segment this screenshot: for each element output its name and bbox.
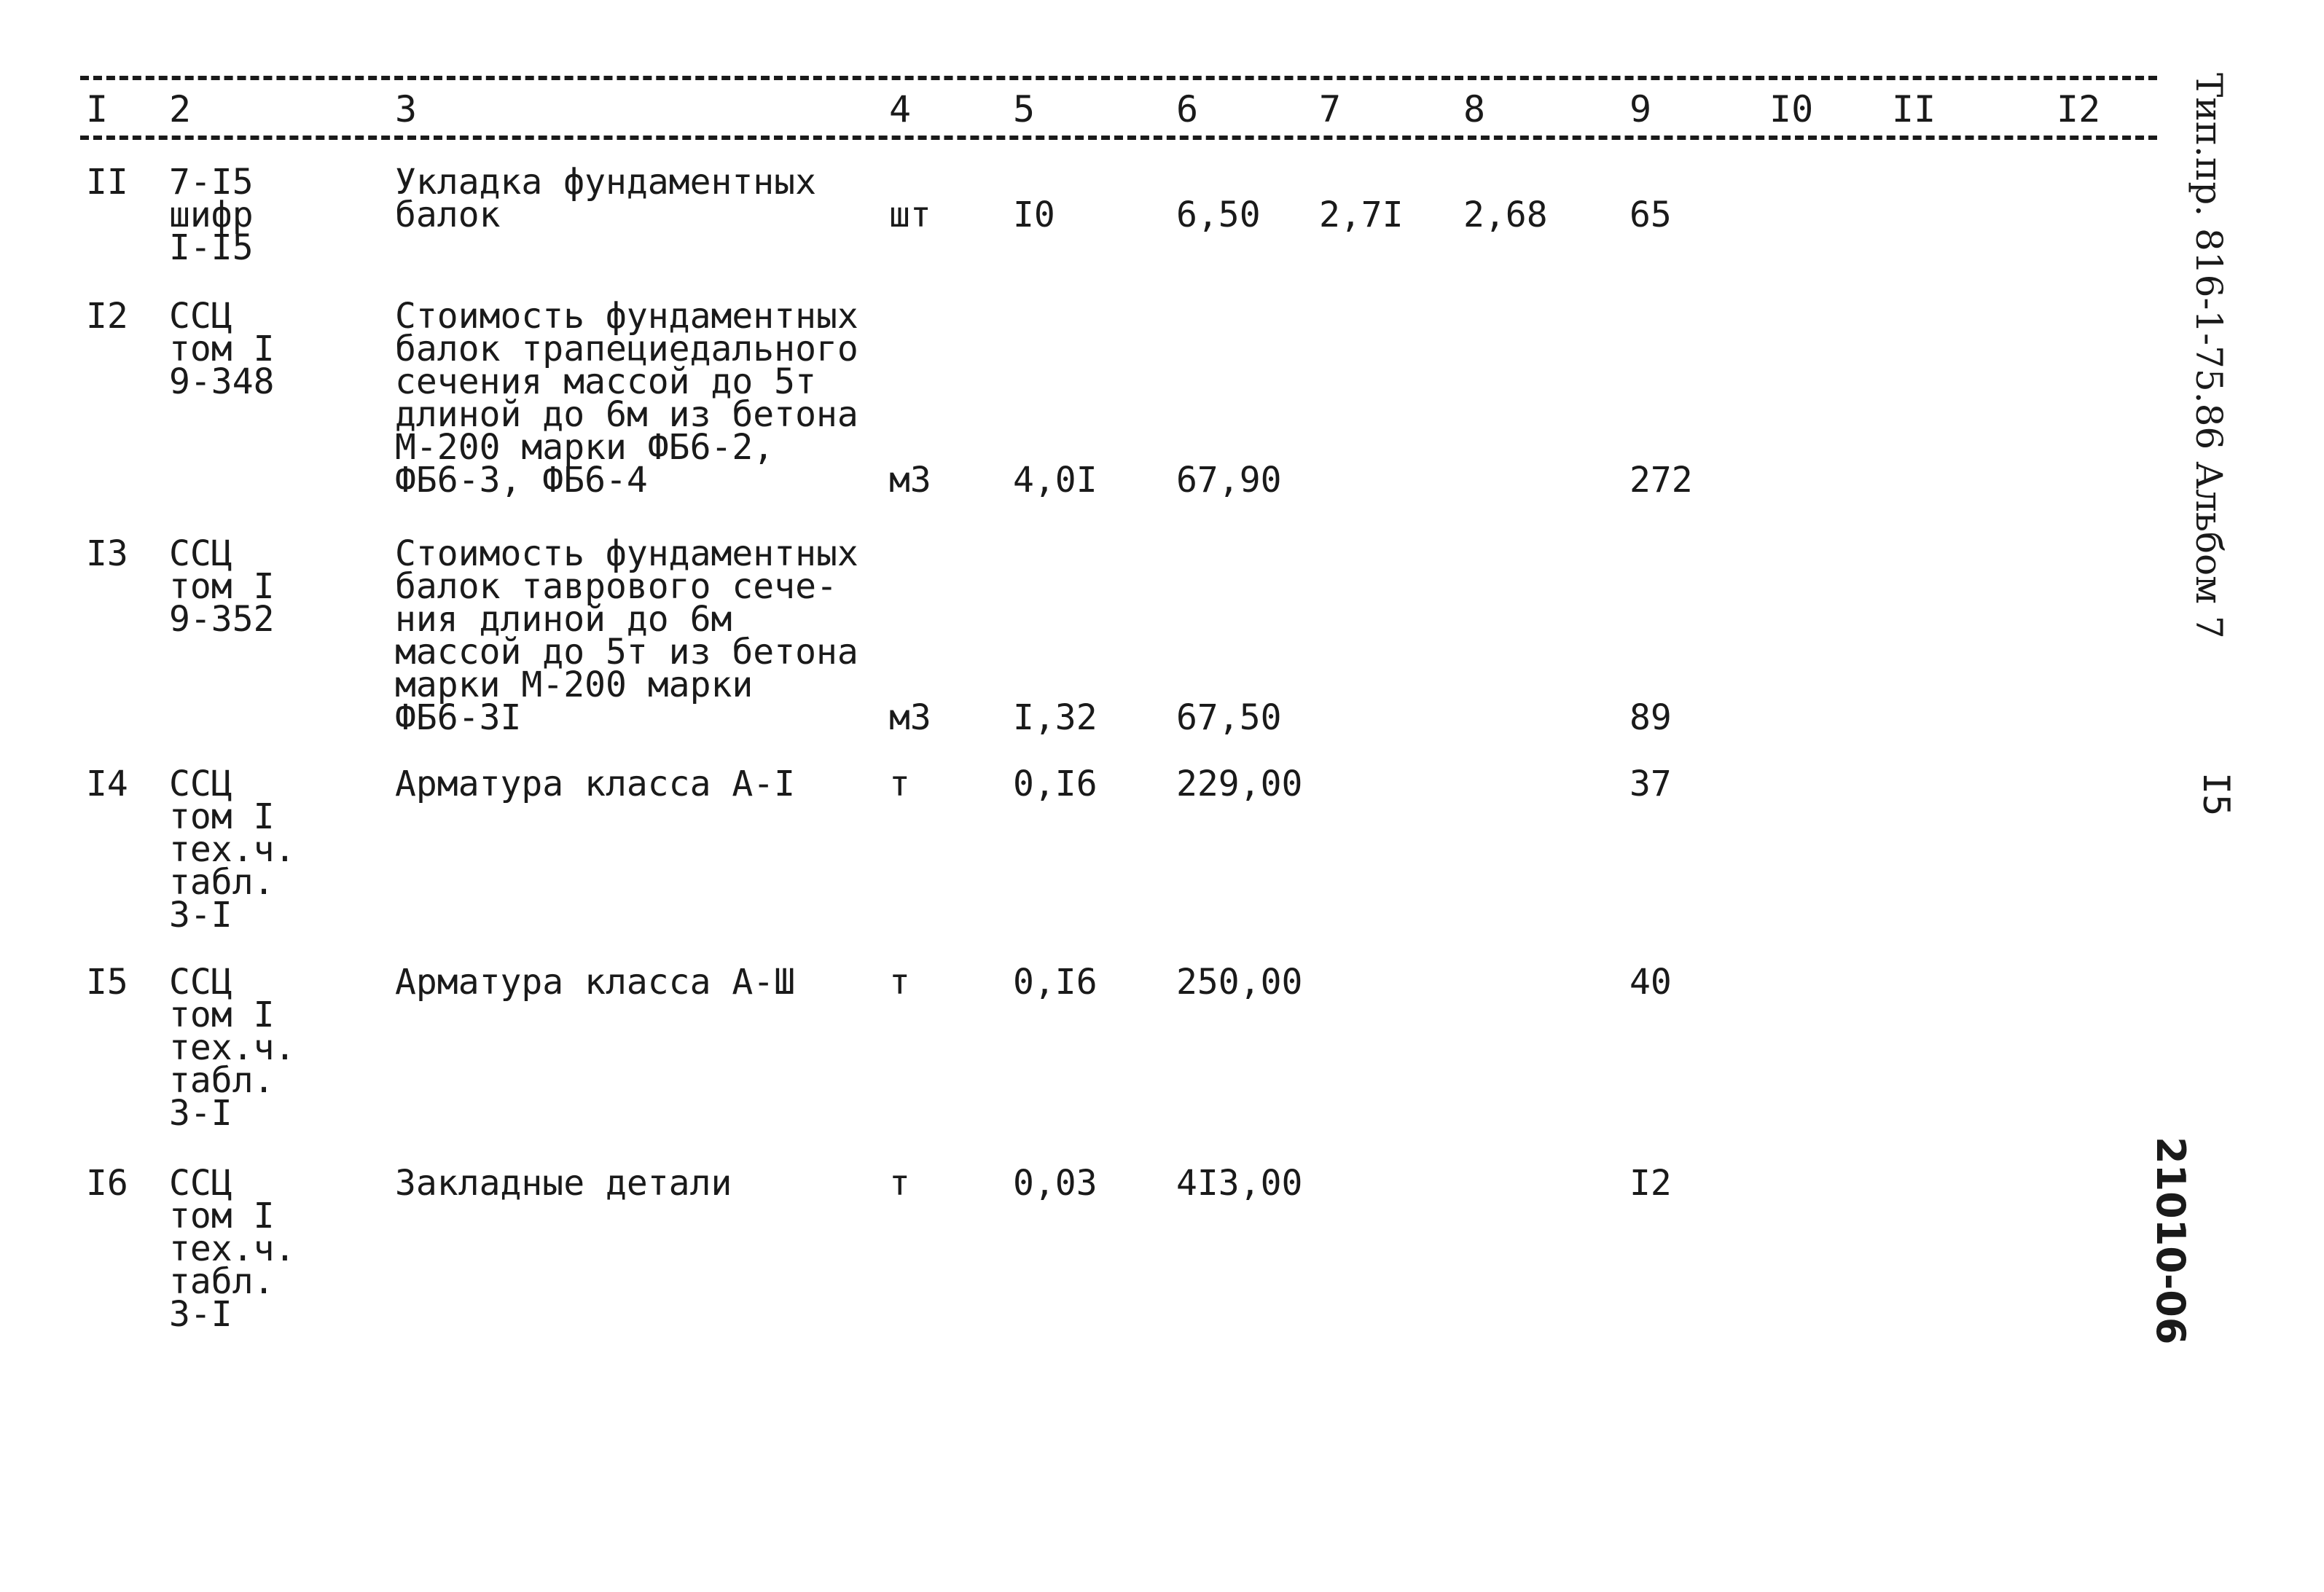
row-quantity: 0,I6 — [1013, 962, 1098, 1003]
row-quantity: I,32 — [1013, 697, 1098, 738]
row-total: I2 — [1629, 1163, 1672, 1204]
header-col-10: I0 — [1769, 88, 1814, 130]
row-unit-price: 6,50 — [1176, 195, 1261, 235]
row-reference: ССЦ том I 9-348 — [169, 296, 275, 402]
row-unit-price: 67,50 — [1176, 697, 1282, 738]
header-top-dashed-line — [80, 76, 2157, 80]
row-unit: т — [889, 1163, 910, 1204]
row-quantity: 4,0I — [1013, 460, 1098, 501]
header-col-8: 8 — [1463, 88, 1486, 130]
row-unit: т — [889, 962, 910, 1003]
header-col-12: I2 — [2057, 88, 2101, 130]
header-col-11: II — [1892, 88, 1936, 130]
row-total: 272 — [1629, 460, 1693, 501]
row-description: Стоимость фундаментных балок таврового сече- ния длиной до 6м массой до 5т из бетона марки М-200 марки ФБ6-3I — [395, 533, 858, 738]
row-description: Арматура класса А-Ш — [395, 962, 796, 1003]
row-unit: шт — [889, 195, 931, 235]
header-col-2: 2 — [169, 88, 192, 130]
header-col-5: 5 — [1013, 88, 1036, 130]
row-unit-price: 229,00 — [1176, 764, 1303, 804]
row-total: 89 — [1629, 697, 1672, 738]
header-col-7: 7 — [1319, 88, 1342, 130]
header-col-9: 9 — [1629, 88, 1652, 130]
row-number: I4 — [86, 764, 128, 804]
row-number: I5 — [86, 962, 128, 1003]
row-total: 40 — [1629, 962, 1672, 1003]
row-description: Закладные детали — [395, 1163, 732, 1204]
header-bottom-dashed-line — [80, 136, 2157, 140]
row-number: I3 — [86, 533, 128, 574]
row-unit: т — [889, 764, 910, 804]
row-unit: м3 — [889, 697, 931, 738]
row-quantity: 0,I6 — [1013, 764, 1098, 804]
row-unit: м3 — [889, 460, 931, 501]
row-reference: ССЦ том I тех.ч. табл. 3-I — [169, 962, 296, 1134]
row-description: Стоимость фундаментных балок трапециедального сечения массой до 5т длиной до 6м из бетона М-200 марки ФБ6-2, ФБ6-3, ФБ6-4 — [395, 296, 858, 501]
row-unit-price: 67,90 — [1176, 460, 1282, 501]
header-col-6: 6 — [1176, 88, 1199, 130]
row-quantity: 0,03 — [1013, 1163, 1098, 1204]
row-reference: ССЦ том I тех.ч. табл. 3-I — [169, 1163, 296, 1335]
row-unit-price: 4I3,00 — [1176, 1163, 1303, 1204]
row-col-7: 2,7I — [1319, 195, 1404, 235]
row-reference: ССЦ том I 9-352 — [169, 533, 275, 640]
row-unit-price: 250,00 — [1176, 962, 1303, 1003]
row-number: I2 — [86, 296, 128, 337]
header-col-4: 4 — [889, 88, 912, 130]
row-quantity: I0 — [1013, 195, 1055, 235]
row-description: Арматура класса А-I — [395, 764, 796, 804]
row-number: II — [86, 162, 128, 203]
header-col-3: 3 — [395, 88, 418, 130]
side-document-title: Тип.пр. 816-1-75.86 Альбом 7 — [2188, 73, 2230, 639]
row-reference: ССЦ том I тех.ч. табл. 3-I — [169, 764, 296, 936]
row-reference: 7-I5 шифр I-I5 — [169, 162, 254, 268]
side-page-number: I5 — [2195, 772, 2237, 817]
row-description: Укладка фундаментных балок — [395, 162, 816, 235]
row-total: 65 — [1629, 195, 1672, 235]
row-col-8: 2,68 — [1463, 195, 1548, 235]
row-total: 37 — [1629, 764, 1672, 804]
header-col-1: I — [86, 88, 109, 130]
row-number: I6 — [86, 1163, 128, 1204]
side-stamp-code: 21010-06 — [2148, 1137, 2194, 1345]
